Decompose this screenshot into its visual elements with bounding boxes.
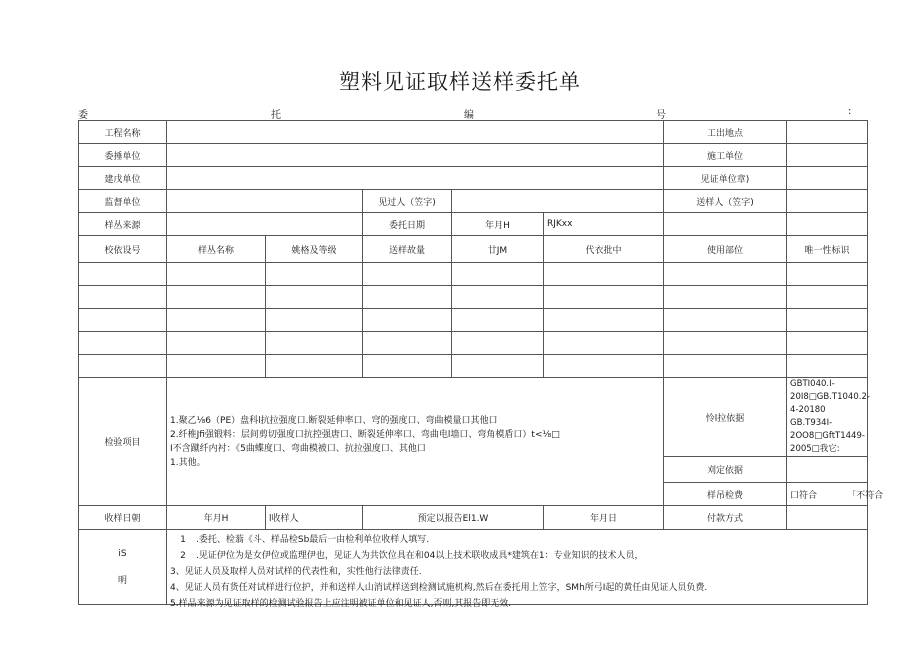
col-header-unit: 廿JM bbox=[452, 236, 544, 263]
note-item-5: 5.样品来源为见证取样的检测试验报告上应注明被证单位和见证人,否则,其报告即无效. bbox=[170, 599, 512, 609]
witness-unit-seal-label: 见证单位章) bbox=[664, 167, 787, 190]
inspection-basis-line-1: GBTI040.I-20I8□GB.T1040.2-4-20180 bbox=[790, 379, 870, 415]
blank-cell bbox=[787, 213, 868, 236]
judgement-basis-label: 刈定依据 bbox=[664, 457, 787, 483]
table-cell[interactable] bbox=[664, 309, 787, 332]
table-cell[interactable] bbox=[167, 332, 266, 355]
col-header-batch: 代衣批中 bbox=[544, 236, 664, 263]
inspection-item-2: 2.纤椎Jfi强锻料：层间剪切强度口抗控强唐口、断裂延伸率口、弯曲电l墙口、弯角模盾口）t<⅛□ bbox=[170, 429, 560, 440]
table-cell[interactable] bbox=[266, 332, 363, 355]
table-cell[interactable] bbox=[266, 263, 363, 286]
table-row bbox=[79, 286, 868, 309]
builder-unit-label: 建戊单位 bbox=[79, 167, 167, 190]
note-item-4: 4、见证人员有货任对试样进行位护，并和送样人山消试样送到检测试施机构,然后在委托用上笠字，SMh所弓I起的黄任由见证人员负费. bbox=[170, 583, 708, 593]
commission-char-3: 编 bbox=[464, 110, 474, 121]
sender-sign-label: 送样人（笠字) bbox=[664, 190, 787, 213]
table-cell[interactable] bbox=[363, 332, 452, 355]
report-date-label: 预定以报告El1.W bbox=[363, 506, 544, 530]
judgement-basis-field[interactable] bbox=[787, 457, 868, 483]
work-location-label: 工出地点 bbox=[664, 121, 787, 144]
table-cell[interactable] bbox=[452, 309, 544, 332]
table-cell[interactable] bbox=[79, 309, 167, 332]
col-header-usage-location: 使用部位 bbox=[664, 236, 787, 263]
project-name-label: 工程名称 bbox=[79, 121, 167, 144]
table-cell[interactable] bbox=[664, 355, 787, 378]
nonconform-checkbox[interactable]: 「不符合 bbox=[847, 490, 884, 501]
inspection-item-1: 1.聚乙⅛6（PE）盘科l抗拉强度口.断裂延伸率口、穹的强度口、弯曲模量口其他口 bbox=[170, 415, 498, 426]
witness-sign-field[interactable] bbox=[452, 190, 664, 213]
table-row bbox=[79, 263, 868, 286]
table-cell[interactable] bbox=[544, 286, 664, 309]
client-unit-field[interactable] bbox=[167, 144, 664, 167]
table-row bbox=[79, 332, 868, 355]
blank-cell bbox=[664, 213, 787, 236]
table-cell[interactable] bbox=[787, 309, 868, 332]
table-cell[interactable] bbox=[363, 263, 452, 286]
supervisor-unit-label: 监督单位 bbox=[79, 190, 167, 213]
notes-label-bottom: 明 bbox=[117, 575, 127, 586]
project-name-field[interactable] bbox=[167, 121, 664, 144]
construction-unit-field[interactable] bbox=[787, 144, 868, 167]
table-cell[interactable] bbox=[452, 332, 544, 355]
payment-field[interactable] bbox=[787, 506, 868, 530]
commission-date-label: 委托日期 bbox=[363, 213, 452, 236]
sample-check-options bbox=[787, 483, 884, 506]
table-cell[interactable] bbox=[787, 332, 868, 355]
receipt-date-field[interactable]: 年月H bbox=[167, 506, 266, 530]
table-cell[interactable] bbox=[787, 286, 868, 309]
commission-char-1: 委 bbox=[78, 110, 88, 121]
table-cell[interactable] bbox=[266, 286, 363, 309]
table-row bbox=[79, 355, 868, 378]
inspection-basis-line-2: GB.T934I-2OO8□GftT1449-2005□我它: bbox=[790, 418, 865, 454]
table-cell[interactable] bbox=[452, 263, 544, 286]
witness-sign-label: 见过人（笠字) bbox=[363, 190, 452, 213]
table-cell[interactable] bbox=[167, 263, 266, 286]
sample-source-label: 样丛来源 bbox=[79, 213, 167, 236]
table-cell[interactable] bbox=[787, 355, 868, 378]
table-cell[interactable] bbox=[664, 263, 787, 286]
receiver-label: l收样人 bbox=[266, 506, 363, 530]
inspection-basis-value bbox=[787, 378, 868, 457]
inspection-item-3: I不含蹴纤内衬：《5曲蝶度口、弯曲模被口、抗拉强度口、其他口 bbox=[170, 443, 426, 454]
table-row bbox=[79, 309, 868, 332]
table-cell[interactable] bbox=[79, 332, 167, 355]
table-cell[interactable] bbox=[167, 309, 266, 332]
table-cell[interactable] bbox=[544, 355, 664, 378]
inspection-items-label: 检验项目 bbox=[79, 378, 167, 506]
table-cell[interactable] bbox=[544, 332, 664, 355]
table-cell[interactable] bbox=[79, 286, 167, 309]
table-cell[interactable] bbox=[266, 355, 363, 378]
commission-number-end: : bbox=[848, 106, 852, 117]
notes-label-top: iS bbox=[118, 548, 127, 559]
table-cell[interactable] bbox=[664, 332, 787, 355]
commission-number-row bbox=[78, 106, 852, 120]
sender-sign-field[interactable] bbox=[787, 190, 868, 213]
report-date-field[interactable]: 年月日 bbox=[544, 506, 664, 530]
work-location-field[interactable] bbox=[787, 121, 868, 144]
table-cell[interactable] bbox=[544, 309, 664, 332]
table-cell[interactable] bbox=[363, 286, 452, 309]
builder-unit-field[interactable] bbox=[167, 167, 664, 190]
supervisor-unit-field[interactable] bbox=[167, 190, 363, 213]
table-cell[interactable] bbox=[363, 355, 452, 378]
receipt-date-label: 收样日朝 bbox=[79, 506, 167, 530]
notes-body bbox=[167, 530, 868, 609]
notes-label bbox=[79, 530, 167, 605]
commission-date-field[interactable]: 年月H bbox=[452, 213, 544, 236]
table-cell[interactable] bbox=[167, 355, 266, 378]
inspection-items-text bbox=[167, 378, 664, 506]
commission-char-2: 托 bbox=[271, 110, 281, 121]
inspection-item-4: 1.其他。 bbox=[170, 457, 206, 468]
table-cell[interactable] bbox=[79, 263, 167, 286]
table-cell[interactable] bbox=[79, 355, 167, 378]
note-item-1: 1 .委托、检蓊《斗、样品检Sb最后一由检利单位收样人填写. bbox=[180, 535, 430, 545]
commission-char-4: 号 bbox=[656, 110, 666, 121]
col-header-quantity: 送样故量 bbox=[363, 236, 452, 263]
sample-source-field[interactable] bbox=[167, 213, 363, 236]
table-cell[interactable] bbox=[452, 355, 544, 378]
construction-unit-label: 施工单位 bbox=[664, 144, 787, 167]
col-header-sample-no: 校依设号 bbox=[79, 236, 167, 263]
note-item-3: 3、见证人员及取样人员对试样的代表性和，实性他行法律责任. bbox=[170, 567, 422, 577]
payment-label: 付款方式 bbox=[664, 506, 787, 530]
table-cell[interactable] bbox=[452, 286, 544, 309]
table-cell[interactable] bbox=[544, 263, 664, 286]
conform-checkbox[interactable]: 口符合 bbox=[790, 490, 818, 501]
rjkxx-field: RJKxx bbox=[544, 213, 664, 236]
note-item-2: 2 .见证伊位为是女伊位或监理伊也，见证人为共饮位具在和04以上技术联收成具*建筑在1：专业知识的技术人员， bbox=[180, 551, 644, 561]
table-cell[interactable] bbox=[664, 286, 787, 309]
table-cell[interactable] bbox=[266, 309, 363, 332]
witness-unit-seal-field[interactable] bbox=[787, 167, 868, 190]
table-cell[interactable] bbox=[167, 286, 266, 309]
table-cell[interactable] bbox=[787, 263, 868, 286]
sample-check-label: 样吊检费 bbox=[664, 483, 787, 506]
col-header-sample-name: 样丛名称 bbox=[167, 236, 266, 263]
col-header-unique-id: 唯一性标识 bbox=[787, 236, 868, 263]
col-header-spec-grade: 姚格及等级 bbox=[266, 236, 363, 263]
commission-form bbox=[78, 120, 884, 609]
inspection-basis-label: 怜l拉依据 bbox=[664, 378, 787, 457]
client-unit-label: 委捶单位 bbox=[79, 144, 167, 167]
table-cell[interactable] bbox=[363, 309, 452, 332]
page-title: 塑料见证取样送样委托单 bbox=[339, 70, 581, 94]
